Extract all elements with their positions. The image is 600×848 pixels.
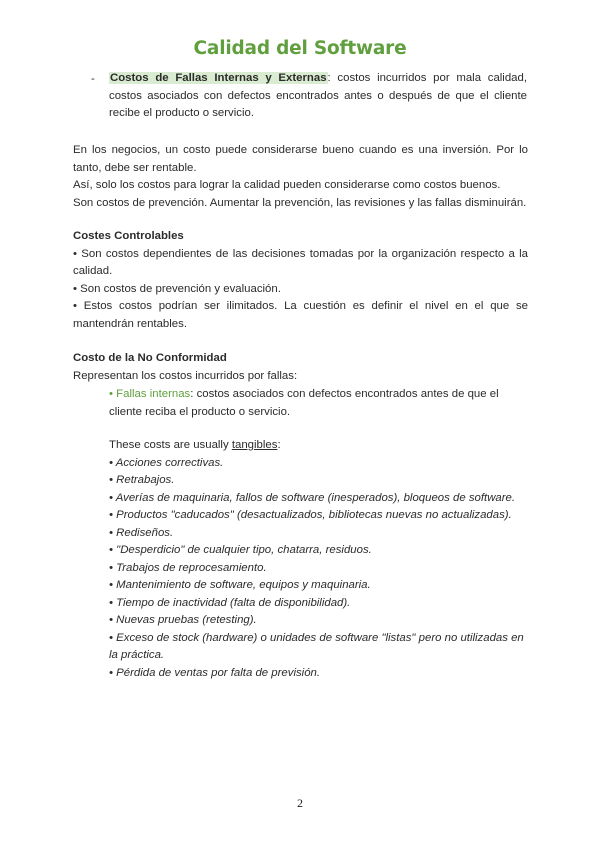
controlables-section <box>73 228 528 333</box>
section-heading: Costes Controlables <box>73 230 184 242</box>
page-title: Calidad del Software <box>193 38 407 59</box>
section-heading: Costo de la No Conformidad <box>73 352 227 364</box>
highlighted-term: Costos de Fallas Internas y Externas <box>110 72 327 84</box>
intro-paragraph: Así, solo los costos para lograr la calidad pueden considerarse como costos buenos. <box>73 179 501 191</box>
list-item: • Pérdida de ventas por falta de previsión. <box>109 666 321 679</box>
list-item: • Averías de maquinaria, fallos de software (inesperados), bloqueos de software. <box>109 491 516 504</box>
list-item: • Acciones correctivas. <box>109 456 224 469</box>
internal-failures-paragraph <box>109 386 529 421</box>
list-item: • Productos "caducados" (desactualizados, bibliotecas nuevas no actualizadas). <box>109 509 512 521</box>
internal-failures-text: : costos asociados con defectos encontrados antes de que el cliente reciba el producto o servicio. <box>109 388 499 418</box>
list-item: • Exceso de stock (hardware) o unidades de software "listas" pero no utilizadas en la práctica. <box>109 631 524 661</box>
list-item: • Mantenimiento de software, equipos y maquinaria. <box>109 579 371 591</box>
section-lead: Representan los costos incurridos por fallas: <box>73 369 298 382</box>
bullet-item: • Estos costos podrían ser ilimitados. La cuestión es definir el nivel en el que se mantendrán rentables. <box>73 300 528 330</box>
green-term: • Fallas internas <box>109 388 191 400</box>
intro-paragraph: Son costos de prevención. Aumentar la prevención, las revisiones y las fallas disminuirán. <box>73 196 527 209</box>
list-item: • Tiempo de inactividad (falta de disponibilidad). <box>109 596 351 609</box>
tangibles-suffix: : <box>277 439 281 451</box>
list-item: • Retrabajos. <box>109 474 175 486</box>
bullet-item: • Son costos dependientes de las decisiones tomadas por la organización respecto a la calidad. <box>73 247 528 277</box>
tangibles-intro <box>109 437 529 455</box>
intro-section <box>73 142 528 212</box>
tangibles-prefix: These costs are usually <box>109 439 232 451</box>
dash-marker: - <box>91 73 95 85</box>
list-item: • Rediseños. <box>109 526 174 539</box>
list-item: • Nuevas pruebas (retesting). <box>109 614 257 626</box>
tangibles-word: tangibles <box>231 439 278 451</box>
intro-paragraph: En los negocios, un costo puede considerarse bueno cuando es una inversión. Por lo tanto, debe ser rentable. <box>73 144 528 174</box>
page-number: 2 <box>297 796 303 810</box>
no-conformidad-section <box>73 350 528 385</box>
dash-list-item <box>91 70 527 123</box>
list-item: • "Desperdicio" de cualquier tipo, chatarra, residuos. <box>109 544 372 556</box>
list-item: • Trabajos de reprocesamiento. <box>109 561 267 574</box>
internal-failures-item <box>109 386 529 421</box>
dash-item-paragraph <box>109 70 527 123</box>
bullet-item: • Son costos de prevención y evaluación. <box>73 282 281 295</box>
dash-item-text: : costos incurridos por mala calidad, costos asociados con defectos encontrados antes o después de que el cliente recibe el producto o servicio. <box>109 72 528 119</box>
tangibles-list <box>109 437 529 682</box>
